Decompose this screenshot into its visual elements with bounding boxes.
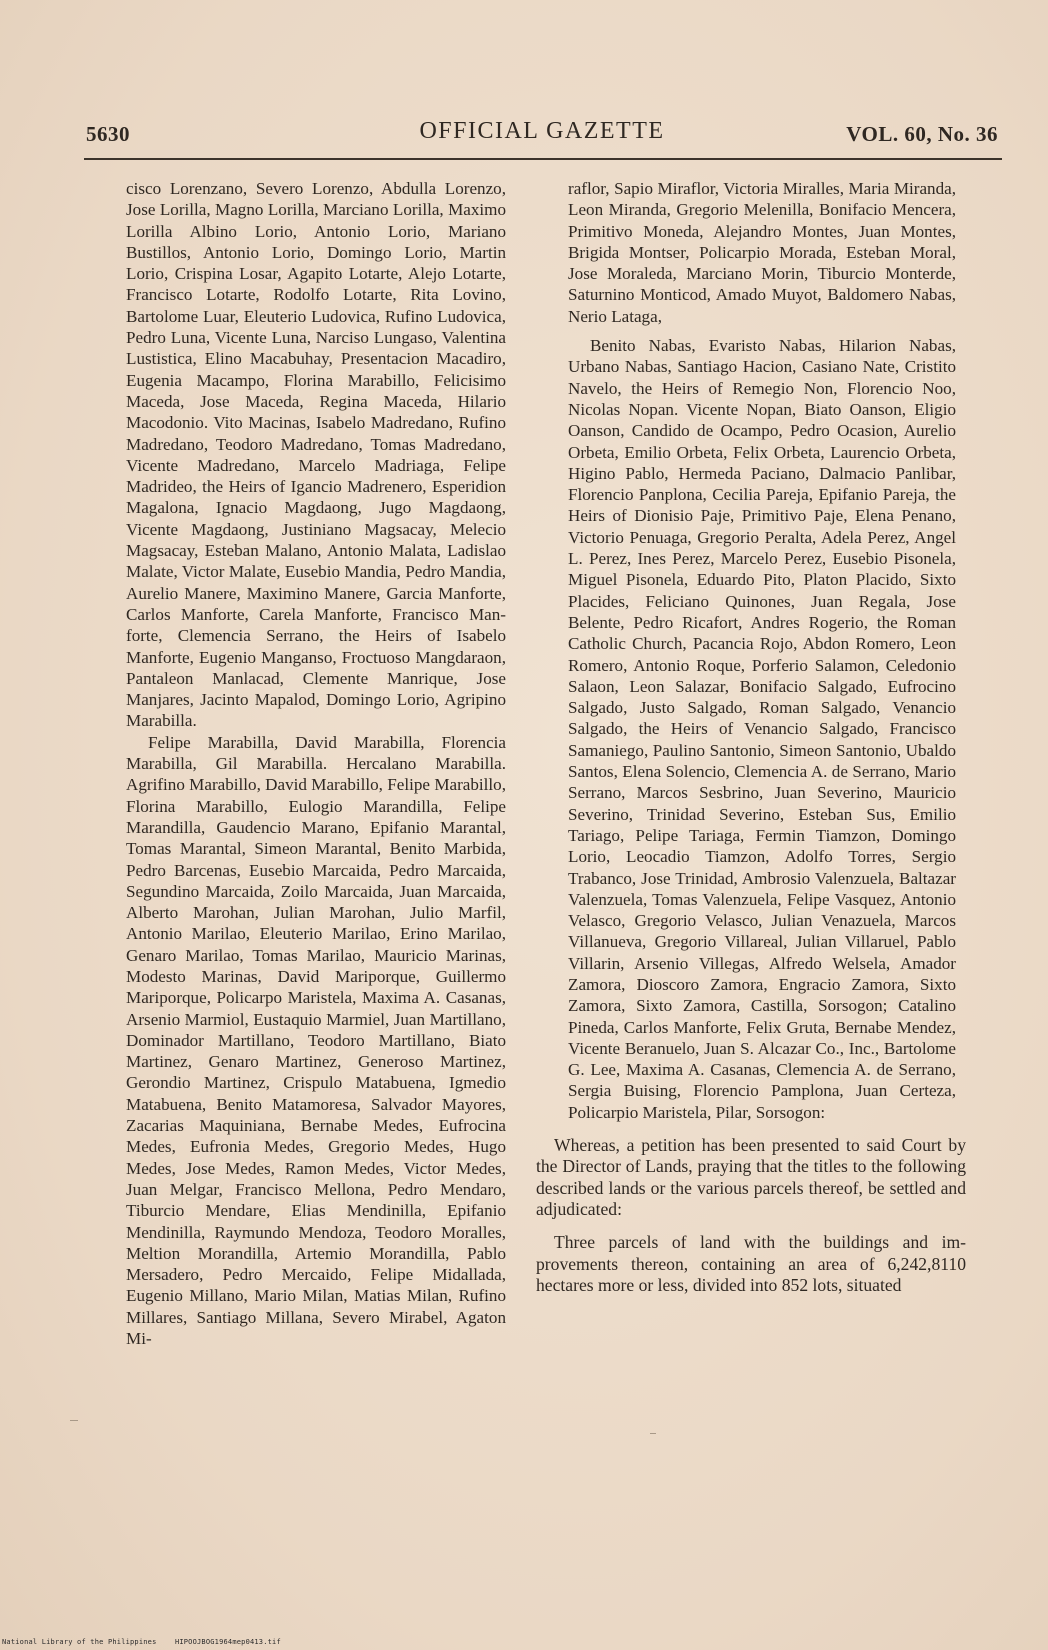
petition-paragraph: Whereas, a petition has been presented to said Court by the Director of Lands, praying that the titles to the following described lands or the various parcels thereof, be settled and adjudicated: bbox=[536, 1135, 966, 1219]
library-name: National Library of the Philippines bbox=[2, 1638, 157, 1646]
volume-number: VOL. 60, No. 36 bbox=[846, 122, 998, 146]
file-id: HIPOOJBOG1964mep0413.tif bbox=[174, 1638, 281, 1646]
land-description-paragraph: Three parcels of land with the buildings and improvements thereon, containing an area of 6,242,8110 hectares more or less, divided into 852 lots, situated bbox=[536, 1232, 966, 1295]
left-column bbox=[126, 178, 506, 1349]
scan-mark bbox=[70, 1420, 78, 1421]
right-paragraph-2: Benito Nabas, Evaristo Nabas, Hilarion Nabas, Urbano Nabas, Santiago Hacion, Casiano Nate, Cristito Navelo, the Heirs of Remegio Non, Florencio Noo, Nicolas Nopan. Vicente Nopan, Biato Oanson, Eligio Oanson, Candido de Ocampo, Pedro Ocasion, Aurelio Orbeta, Emilio Orbeta, Felix Orbeta, Laurencio Orbeta, Higino Pablo, Hermeda Paciano, Dalmacio Panlibar, Florencio Panplona, Cecilia Pareja, Epifanio Pareja, the Heirs of Dionisio Paje, Primitivo Paje, Elena Penano, Victorio Penuaga, Gregorio Peralta, Adela Perez, Angel L. Perez, Ines Perez, Marcelo Perez, Eusebio Pisonela, Miguel Pisonela, Eduardo Pito, Platon Placido, Sixto Placides, Feliciano Quinones, Juan Regala, Jose Belente, Pedro Ricafort, Andres Rogerio, the Roman Catholic Church, Pacancia Rojo, Abdon Romero, Leon Romero, Antonio Roque, Porferio Salamon, Celedonio Salaon, Leon Salazar, Bonifacio Salgado, Eufrocino Salgado, Justo Salgado, Roman Salgado, Venancio Salgado, the Heirs of Venancio Salgado, Francisco Samaniego, Paulino Santonio, Simeon Santonio, Ubaldo Santos, Elena Solencio, Clemencia A. de Serrano, Mario Serrano, Marcos Sesbrino, Juan Severino, Mauricio Severino, Trinidad Severino, Esteban Sus, Emilio Tariago, Pelipe Tariaga, Fermin Tiamzon, Domingo Lorio, Leocadio Tiamzon, Adolfo Torres, Sergio Trabanco, Jose Trinidad, Ambrosio Valenzuela, Baltazar Valenzuela, Tomas Valenzuela, Felipe Vasquez, Antonio Velasco, Gregorio Velasco, Julian Venazuela, Marcos Villanueva, Gregorio Villareal, Julian Villaruel, Pablo Villarin, Arsenio Villegas, Alfredo Welsela, Amador Zamora, Dioscoro Zamora, Engracio Zamora, Sixto Zamora, Sixto Zamora, Castilla, Sorsogon; Catalino Pineda, Carlos Manforte, Felix Gruta, Bernabe Mendez, Vicente Beranuelo, Juan S. Alcazar Co., Inc., Bartolome G. Lee, Maxima A. Casanas, Clemencia A. de Serrano, Sergia Buising, Florencio Pamplona, Juan Certeza, Policarpio Maristela, Pilar, Sorsogon: bbox=[568, 336, 956, 1122]
scan-mark bbox=[650, 1433, 656, 1434]
page-number: 5630 bbox=[86, 122, 130, 146]
page-header bbox=[86, 118, 998, 154]
header-rule bbox=[84, 158, 1002, 160]
right-column bbox=[536, 178, 966, 1296]
scan-footer bbox=[2, 1638, 281, 1646]
left-paragraph-2: Felipe Marabilla, David Marabilla, Florencia Marabilla, Gil Marabilla. Hercalano Marabilla. Agrifino Marabillo, David Marabillo, Felipe Marabillo, Florina Marabillo, Eulogio Marandilla, Felipe Marandilla, Gaudencio Marano, Epifanio Marantal, Tomas Marantal, Simeon Marantal, Benito Marbida, Pedro Barcenas, Eusebio Marcaida, Pedro Marcaida, Segundino Marcaida, Zoilo Marcaida, Juan Marcaida, Alberto Marohan, Julian Marohan, Julio Marfil, Antonio Marilao, Eleuterio Marilao, Erino Marilao, Genaro Marilao, Tomas Marilao, Mauricio Marinas, Modesto Marinas, David Mariporque, Guillermo Mariporque, Policarpo Maristela, Maxima A. Casanas, Arsenio Marmiol, Eustaquio Marmiel, Juan Martillano, Dominador Martillano, Teodoro Martillano, Biato Martinez, Genaro Martinez, Generoso Martinez, Gerondio Martinez, Crispulo Matabuena, Igmedio Matabuena, Benito Matamoresa, Salvador Mayores, Zacarias Maquiniana, Bernabe Medes, Eufrocina Medes, Eufronia Medes, Gregorio Medes, Hugo Medes, Jose Medes, Ramon Medes, Victor Medes, Juan Melgar, Francisco Mellona, Pedro Mendaro, Tiburcio Mendare, Elias Mendinilla, Epifanio Mendinilla, Raymundo Mendoza, Teodoro Moralles, Meltion Morandilla, Artemio Morandilla, Pablo Mersadero, Pedro Mercaido, Felipe Midallada, Eugenio Millano, Mario Milan, Matias Milan, Rufino Millares, Santiago Millana, Severo Mirabel, Agaton Mi- bbox=[126, 732, 506, 1349]
publication-title: OFFICIAL GAZETTE bbox=[419, 118, 665, 144]
left-paragraph-1: cisco Lorenzano, Severo Lorenzo, Abdulla Lorenzo, Jose Lorilla, Magno Lorilla, Marciano Lorilla, Maximo Lorilla Albino Lorio, Antonio Lorio, Mariano Bustillos, Antonio Lorio, Domingo Lorio, Martin Lorio, Crispina Losar, Agapito Lotarte, Alejo Lotarte, Francisco Lotarte, Rodolfo Lotarte, Rita Lovino, Bartolome Luar, Eleuterio Ludovica, Rufino Ludovica, Pedro Luna, Vicente Luna, Narciso Lungaso, Valentina Lustistica, Elino Macabuhay, Presentacion Macadiro, Eugenia Macampo, Florina Marabillo, Felicisimo Maceda, Jose Maceda, Regina Maceda, Hilario Macodonio. Vito Macinas, Isabelo Madredano, Rufino Madredano, Teodoro Madredano, Tomas Madredano, Vicente Madredano, Marcelo Madriaga, Felipe Madrideo, the Heirs of Igancio Madrenero, Esperidion Magalona, Ignacio Magdaong, Jugo Magdaong, Vicente Magdaong, Justiniano Magsacay, Melecio Magsacay, Esteban Malano, Antonio Malata, Ladislao Malate, Victor Malate, Eusebio Mandia, Pedro Mandia, Aurelio Manere, Maximino Manere, Garcia Manforte, Carlos Manforte, Carela Manforte, Francisco Manforte, Clemencia Serrano, the Heirs of Isabelo Manforte, Eugenio Manganso, Froctuoso Mangdaraon, Pantaleon Manlacad, Clemente Manrique, Jose Manjares, Jacinto Mapalod, Domingo Lorio, Agripino Marabilla. bbox=[126, 179, 506, 731]
right-paragraph-1: raflor, Sapio Miraflor, Victoria Miralles, Maria Miranda, Leon Miranda, Gregorio Melenilla, Bonifacio Mencera, Primitivo Moneda, Alejandro Montes, Juan Montes, Brigida Montser, Policarpio Morada, Esteban Moral, Jose Moraleda, Marciano Morin, Tiburcio Monterde, Saturnino Monticod, Amado Muyot, Baldomero Nabas, Nerio Lataga, bbox=[568, 179, 956, 326]
